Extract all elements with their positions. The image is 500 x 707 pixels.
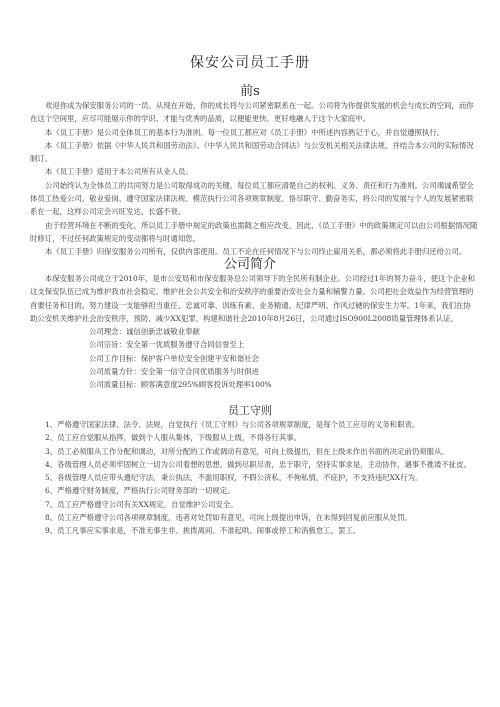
rule-item: 6、严格遵守财务制度，严格执行公司财务部的一切规定。 (45, 486, 235, 496)
intro-heading: 公司简介 (223, 257, 276, 272)
company-line: 公司质量目标：顾客满意度295%顾客投诉处理率100% (89, 380, 272, 390)
company-line: 公司理念：诚信创新忠诚敬业奉献 (89, 327, 200, 337)
document-title: 保安公司员工手册 (190, 55, 310, 71)
rule-item: 4、各级管理人员必须牢固树立一切为公司着想的思想，做到尽职尽责，忠于职守，坚持实事求是，主动协作，遇事不推诿不扯皮。 (45, 459, 471, 469)
preface-paragraph: 本《员工手册》归保安服务公司所有，仅供内部使用。员工不论在任何情况下与公司终止雇用关系，都必须将此手册归还给公司。 (45, 247, 467, 257)
rule-item: 1、严格遵守国家法律、法令、法规，自觉执行《员工守则》与公司各项规章制度，是每个员工应尽的义务和职责。 (45, 420, 420, 429)
rule-item: 3、员工必须服从工作分配和调动，对所分配的工作或调动有意见，可向上级提出，但在上级未作出书面的决定前仍须服从。 (45, 446, 449, 456)
preface-paragraph: 本《员工手册》适用于本公司所有从业人员。 (45, 167, 193, 177)
rules-section (30, 418, 478, 538)
preface-paragraph: 本《员工手册》是公司全体员工的基本行为准则。每一位员工都应对《员工手册》中所述内容熟记于心，并自觉遵照执行。 (45, 127, 445, 137)
preface-heading: 前s (240, 84, 260, 99)
rule-item: 7、员工应严格遵守公司有关XX规定，自觉维护公司安全。 (45, 499, 238, 509)
rules-heading: 员工守则 (228, 404, 272, 417)
company-lines (30, 325, 478, 391)
rule-item: 5、各级管理人员应带头遵纪守法，秉公执法，不滥用职权，不假公济私，不徇私情，不庇护，不支持违纪XX行为。 (45, 473, 423, 483)
company-line: 公司宗旨：安全第一优质服务遵守合同信誉至上 (89, 340, 245, 350)
preface-section (30, 99, 478, 259)
company-line: 公司工作目标：保护客户单位安全创建平安和谐社会 (89, 353, 259, 363)
intro-section (30, 272, 478, 392)
rule-item: 9、员工凡事应实事求是，不准无事生非、挑拨离间、不准起哄、闹事或停工和消极怠工、罢工。 (45, 526, 361, 536)
preface-paragraph: 欢迎你成为保安服务公司的一员。从现在开始，你的成长将与公司紧密联系在一起。公司将为你提供发展的机会与成长的空间，而你在这个空间里，应尽可能展示你的学识、才能与优秀的品质，以便能更快、更好地融入于这个大家庭中。 (30, 101, 474, 124)
preface-paragraph: 公司始终认为全体员工的共同努力是公司取得成功的关键。每位员工都应清楚自己的权利、义务、责任和行为准则。公司竭诚希望全体员工热爱公司、敬业爱岗、遵守国家法律法规、模范执行公司各项规章制度、恪尽职守、勤奋务实，将公司的发展与个人的发展紧密联系在一起，这样公司定会兴旺发达、长盛不衰。 (30, 180, 474, 217)
preface-paragraph: 本《员工手册》依据《中华人民共和国劳动法》、《中华人民共和国劳动合同法》与公安机关相关法律法规，并结合本公司的实际情况制订。 (30, 140, 474, 164)
preface-paragraph: 由于经营环境在不断的变化，所以员工手册中规定的政策也需随之相应改变。因此，《员工手册》中的政策规定可以由公司根据情况随时修订，不过任何政策规定的变动都将与时通知您。 (30, 220, 478, 243)
rule-item: 2、员工应自觉服从指挥，做到个人服从集体，下级服从上级，不得各行其事。 (45, 433, 301, 443)
company-line: 公司质量方针：安全第一信守合同优质服务与时俱进 (89, 367, 259, 377)
rule-item: 8、员工应严格遵守公司各项规章制度，违者对处罚如有意见，可向上级提出申诉，在未得到回复前应服从处罚。 (45, 513, 412, 523)
intro-paragraph: 本保安服务公司成立于2010年，是市公安局和市保安服务总公司领导下的全民所有制企业。公司经过1年的努力奋斗，使这个企业和这支保安队伍已成为维护我市社会稳定、维护社会公共安全和治安秩序的重要治安社会力量和辅警力量。公司把社会效益作为经营管理的首要任务和目的。努力建设一支能够担当重任、忠诚可靠、训练有素、业务精通、纪律严明、作风过硬的保安生力军。1年来，我们在协助公安机关维护社会治安秩序，预防、减少XX犯罪，构建和谐社会2010年8月26日，公司通过ISO900L2008质量管理体系认证。 (30, 274, 476, 323)
